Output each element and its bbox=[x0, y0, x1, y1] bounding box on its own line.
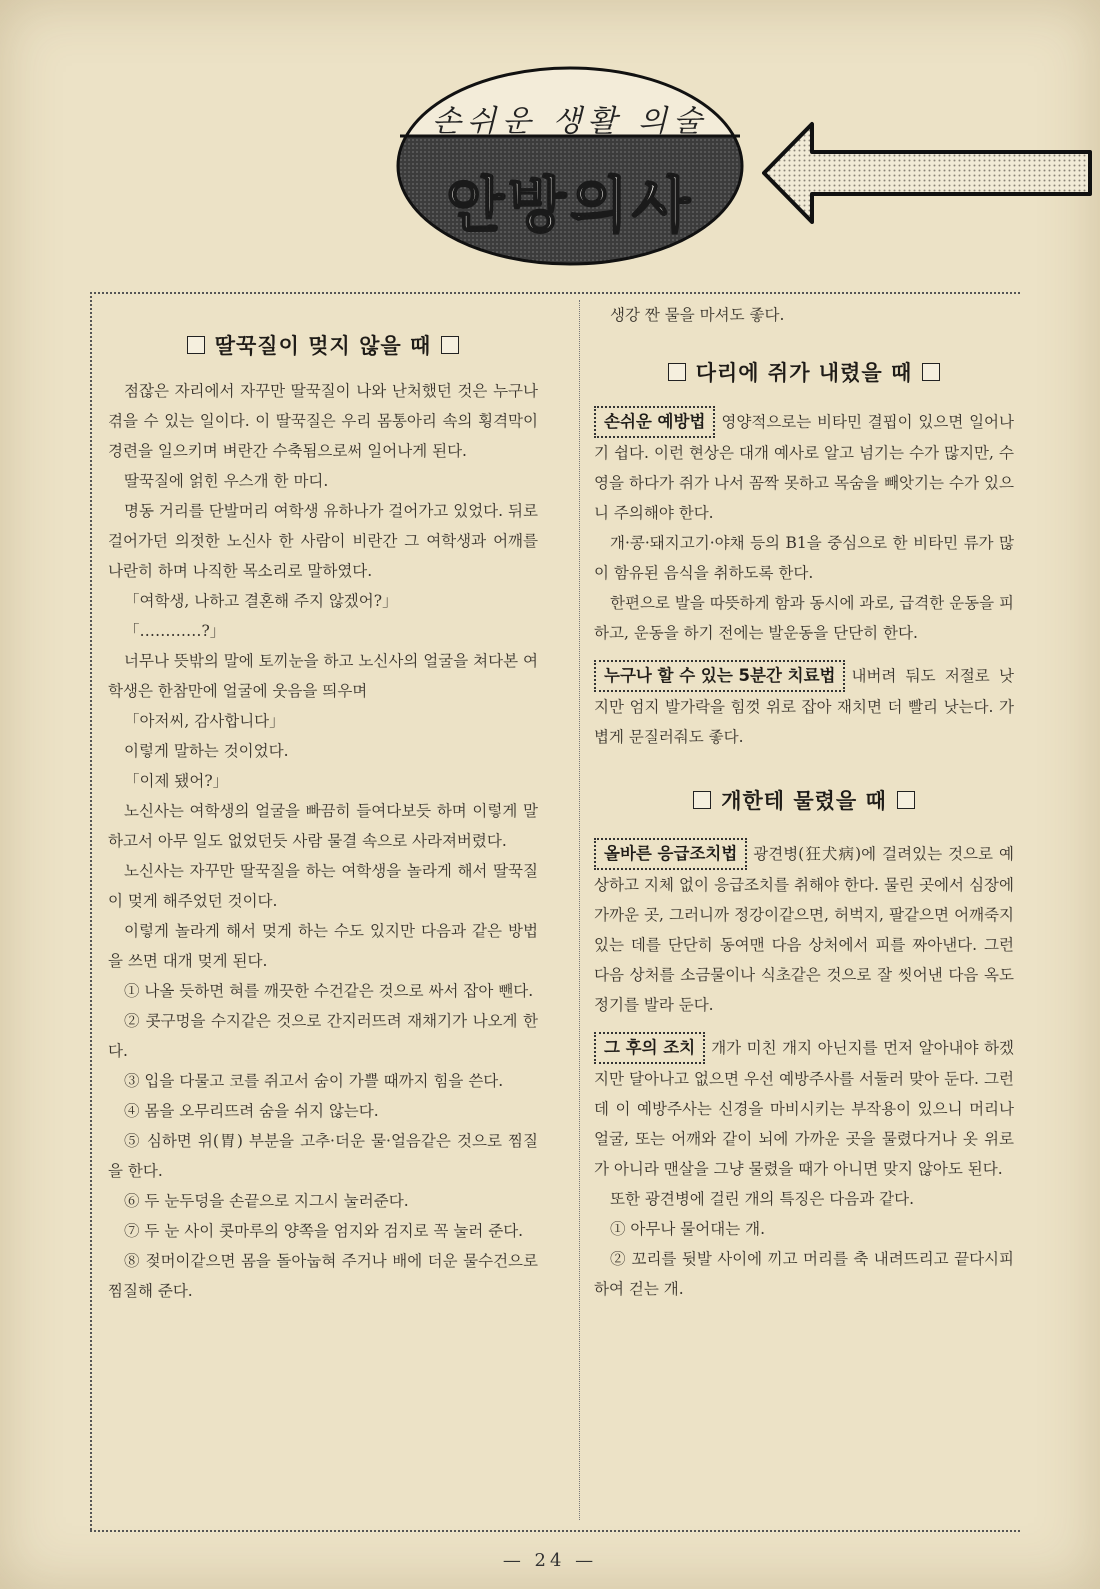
cramp-heading bbox=[594, 358, 1014, 388]
header-emblem bbox=[395, 66, 745, 266]
paragraph: 「여학생, 나하고 결혼해 주지 않겠어?」 bbox=[124, 592, 398, 610]
firstaid-tag: 올바른 응급조치법 bbox=[594, 838, 747, 870]
paragraph: 노신사는 자꾸만 딸꾹질을 하는 여학생을 놀라게 해서 딸꾹질이 멎게 해주었던 것이다. bbox=[108, 862, 538, 910]
prevention-tag: 손쉬운 예방법 bbox=[594, 406, 715, 438]
continuation-text: 생강 짠 물을 마셔도 좋다. bbox=[610, 306, 785, 324]
paragraph: 「이제 됐어?」 bbox=[124, 772, 229, 790]
right-column bbox=[594, 300, 1014, 1304]
after-text: 개가 미친 개지 아닌지를 먼저 알아내야 하겠지만 달아나고 없으면 우선 예방주사를 서둘러 맞아 둔다. 그런데 이 예방주사는 신경을 마비시키는 부작용이 있으니 머리나 얼굴, 또는 어깨와 같이 뇌에 가까운 곳을 물렸다거나 옷 위로가 아니라 맨살을 그냥 물렸을 때가 아니면 맞지 않아도 된다. bbox=[594, 1039, 1014, 1178]
paragraph: 너무나 뜻밖의 말에 토끼눈을 하고 노신사의 얼굴을 쳐다본 여학생은 한참만에 얼굴에 웃음을 띄우며 bbox=[108, 652, 538, 700]
list-item: ② 콧구멍을 수지같은 것으로 간지러뜨려 재채기가 나오게 한다. bbox=[108, 1012, 538, 1060]
checkbox-icon bbox=[187, 336, 205, 354]
firstaid-paragraph bbox=[594, 838, 1014, 1020]
checkbox-icon bbox=[441, 336, 459, 354]
paragraph: 이렇게 놀라게 해서 멎게 하는 수도 있지만 다음과 같은 방법을 쓰면 대개 멎게 된다. bbox=[108, 922, 538, 970]
main-title: 안방의사 bbox=[446, 171, 694, 241]
treatment-tag: 누구나 할 수 있는 5분간 치료법 bbox=[594, 660, 845, 692]
treatment-text: 내버려 둬도 저절로 낫지만 엄지 발가락을 힘껏 위로 잡아 재치면 더 빨리 낫는다. 가볍게 문질러줘도 좋다. bbox=[594, 667, 1014, 746]
left-column bbox=[108, 376, 538, 1306]
paragraph: 점잖은 자리에서 자꾸만 딸꾹질이 나와 난처했던 것은 누구나 겪을 수 있는 일이다. 이 딸꾹질은 우리 몸통아리 속의 횡격막이 경련을 일으키며 벼란간 수축됨으로써 일어나게 된다. bbox=[108, 382, 538, 460]
dog-bite-heading bbox=[594, 786, 1014, 816]
list-item: ⑥ 두 눈두덩을 손끝으로 지그시 눌러준다. bbox=[124, 1192, 409, 1210]
paragraph: 명동 거리를 단발머리 여학생 유하나가 걸어가고 있었다. 뒤로 걸어가던 의젓한 노신사 한 사람이 비란간 그 여학생과 어깨를 나란히 하며 나직한 목소리로 말하였다. bbox=[108, 502, 538, 580]
paragraph: 개·콩·돼지고기·야채 등의 B1을 중심으로 한 비타민 류가 많이 함유된 음식을 취하도록 한다. bbox=[594, 534, 1014, 582]
list-item: ③ 입을 다물고 코를 쥐고서 숨이 가쁠 때까지 힘을 쓴다. bbox=[124, 1072, 504, 1090]
checkbox-icon bbox=[922, 363, 940, 381]
hiccup-heading bbox=[108, 330, 538, 360]
list-item: ⑧ 젖머이같으면 몸을 돌아눕혀 주거나 배에 더운 물수건으로 찜질해 준다. bbox=[108, 1252, 538, 1300]
paragraph: 한편으로 발을 따뜻하게 함과 동시에 과로, 급격한 운동을 피하고, 운동을 하기 전에는 발운동을 단단히 한다. bbox=[594, 594, 1014, 642]
dog-bite-heading-text: 개한테 물렸을 때 bbox=[721, 789, 887, 813]
checkbox-icon bbox=[897, 791, 915, 809]
paragraph: 「아저씨, 감사합니다」 bbox=[124, 712, 285, 730]
frame-top-rule bbox=[90, 292, 1020, 294]
list-item: ⑦ 두 눈 사이 콧마루의 양쪽을 엄지와 검지로 꼭 눌러 준다. bbox=[124, 1222, 524, 1240]
list-item: ② 꼬리를 뒷발 사이에 끼고 머리를 축 내려뜨리고 끝다시피 하여 걷는 개. bbox=[594, 1250, 1014, 1298]
firstaid-text: 광견병(狂犬病)에 걸려있는 것으로 예상하고 지체 없이 응급조치를 취해야 한다. 물린 곳에서 심장에 가까운 곳, 그러니까 정강이같으면, 허벅지, 팔같으면 어깨죽지 있는 데를 단단히 동여맨 다음 상처에서 피를 짜아낸다. 그런 다음 상처를 소금물이나 식초같은 것으로 잘 씻어낸 다음 옥도정기를 발라 둔다. bbox=[594, 845, 1014, 1014]
checkbox-icon bbox=[668, 363, 686, 381]
paragraph: 이렇게 말하는 것이었다. bbox=[124, 742, 289, 760]
checkbox-icon bbox=[693, 791, 711, 809]
prevention-text: 영양적으로는 비타민 결핍이 있으면 일어나기 쉽다. 이런 현상은 대개 예사로 알고 넘기는 수가 많지만, 수영을 하다가 쥐가 나서 꼼짝 못하고 목숨을 빼앗기는 수가 있으니 주의해야 한다. bbox=[594, 413, 1014, 522]
frame-bottom-rule bbox=[90, 1530, 1020, 1532]
paragraph: 또한 광견병에 걸린 개의 특징은 다음과 같다. bbox=[610, 1190, 915, 1208]
column-divider bbox=[579, 300, 580, 1520]
cramp-heading-text: 다리에 쥐가 내렸을 때 bbox=[695, 361, 913, 385]
list-item: ⑤ 심하면 위(胃) 부분을 고추·더운 물·얼음같은 것으로 찜질을 한다. bbox=[108, 1132, 538, 1180]
list-item: ④ 몸을 오무리뜨려 숨을 쉬지 않는다. bbox=[124, 1102, 379, 1120]
list-item: ① 아무나 물어대는 개. bbox=[610, 1220, 765, 1238]
treatment-paragraph bbox=[594, 660, 1014, 752]
after-paragraph bbox=[594, 1032, 1014, 1184]
arrow-left-icon bbox=[762, 118, 1092, 228]
paragraph: 딸꾹질에 얽힌 우스개 한 마디. bbox=[124, 472, 329, 490]
paragraph: 「…………?」 bbox=[124, 622, 226, 640]
paragraph: 노신사는 여학생의 얼굴을 빠끔히 들여다보듯 하며 이렇게 말하고서 아무 일도 없었던듯 사람 물결 속으로 사라져버렸다. bbox=[108, 802, 538, 850]
list-item: ① 나올 듯하면 혀를 깨끗한 수건같은 것으로 싸서 잡아 뺀다. bbox=[124, 982, 534, 1000]
frame-left-rule bbox=[90, 292, 92, 1530]
hiccup-heading-text: 딸꾹질이 멎지 않을 때 bbox=[214, 334, 432, 358]
page-number: — 24 — bbox=[502, 1550, 598, 1571]
prevention-paragraph bbox=[594, 406, 1014, 528]
after-tag: 그 후의 조치 bbox=[594, 1032, 705, 1064]
series-title: 손쉬운 생활 의술 bbox=[432, 104, 708, 139]
